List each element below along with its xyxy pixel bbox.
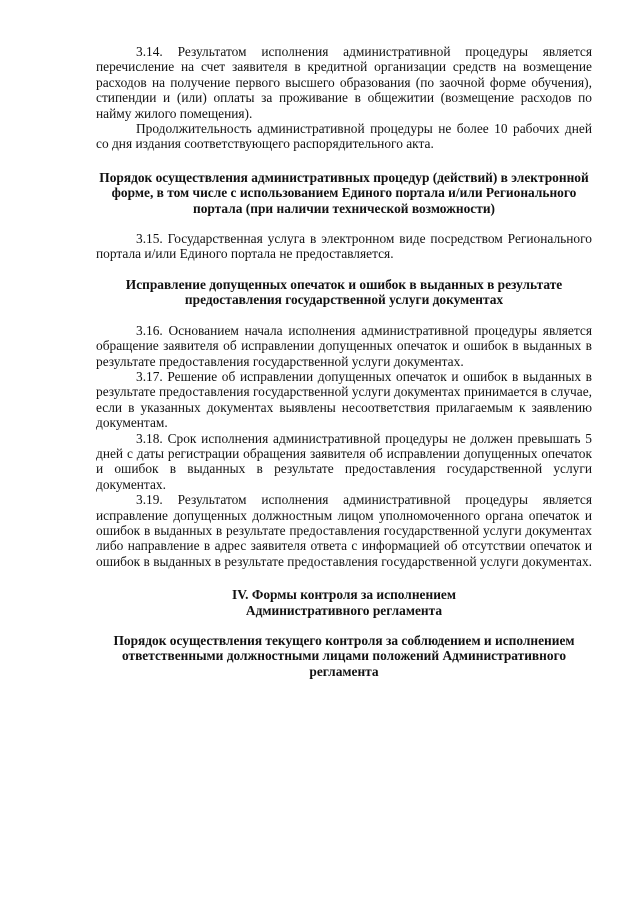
section-4-title-line2: Административного регламента [245, 602, 443, 618]
section-4-title-line1: IV. Формы контроля за исполнением [232, 587, 456, 603]
paragraph-3-15: 3.15. Государственная услуга в электронном виде посредством Регионального портала и/или Единого портала не предоставляется. [96, 231, 592, 262]
paragraph-3-17: 3.17. Решение об исправлении допущенных опечаток и ошибок в выданных в результате предоставления государственной услуги документах принимается в случае, если в указанных документах выявлены несоответствия прилагаемым к заявлению документам. [96, 368, 592, 431]
heading-electronic-procedures: Порядок осуществления административных процедур (действий) в электронной форме, в том числе с использованием Единого портала и/или Регионального портала (при наличии технической возможности) [99, 169, 589, 216]
section-4-title [96, 587, 592, 618]
paragraph-3-18: 3.18. Срок исполнения административной процедуры не должен превышать 5 дней с даты регистрации обращения заявителя об исправлении допущенных опечаток и ошибок в выданных в результате предоставления государственной услуги документах. [96, 430, 592, 492]
paragraph-3-14: 3.14. Результатом исполнения административной процедуры является перечисление на счет заявителя в кредитной организации средств на возмещение расходов на получение первого высшего образования (по заочной форме обучения), стипендии и (или) оплаты за проживание в общежитии (возмещение расходов по найму жилого помещения). [96, 44, 592, 121]
heading-corrections: Исправление допущенных опечаток и ошибок в выданных в результате предоставления государственной услуги документах [125, 276, 563, 308]
heading-current-control: Порядок осуществления текущего контроля за соблюдением и исполнением ответственными должностными лицами положений Административного регламента [113, 633, 575, 679]
document-page [96, 44, 592, 679]
paragraph-3-16: 3.16. Основанием начала исполнения административной процедуры является обращение заявителя об исправлении допущенных опечаток и ошибок в выданных в результате предоставления государственной услуги документах. [96, 322, 592, 369]
paragraph-duration: Продолжительность административной процедуры не более 10 рабочих дней со дня издания соответствующего распорядительного акта. [96, 121, 592, 152]
paragraph-3-19: 3.19. Результатом исполнения административной процедуры является исправление допущенных должностным лицом уполномоченного органа опечаток и ошибок в выданных в результате предоставления государственной услуги документах либо направление в адрес заявителя ответа с информацией об отсутствии опечаток и ошибок в выданных в результате предоставления государственной услуги документах. [96, 492, 592, 569]
